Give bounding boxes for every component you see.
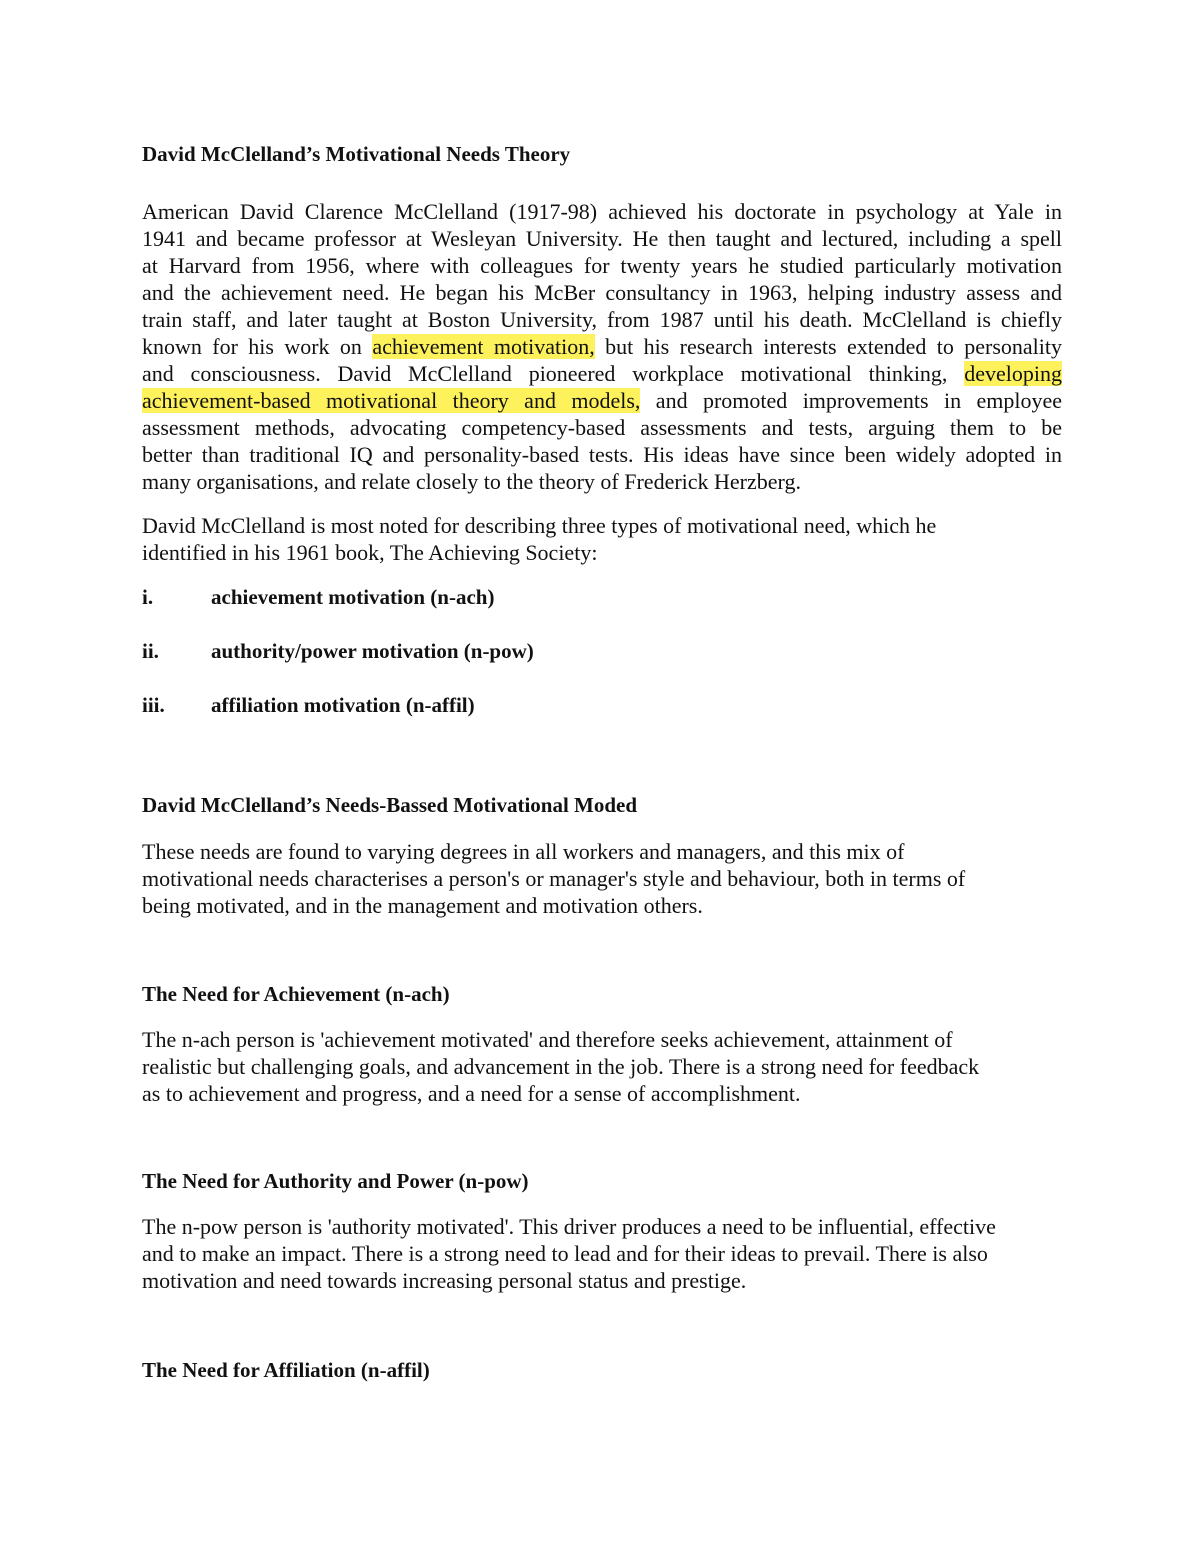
intro-text: and consciousness. David McClelland pioneered workplace motivational thinking, [142, 361, 965, 386]
model-paragraph [142, 838, 1062, 919]
model-line: motivational needs characterises a person's or manager's style and behaviour, both in terms of [142, 866, 966, 891]
list-text: authority/power motivation (n-pow) [211, 639, 534, 663]
list-text: achievement motivation (n-ach) [211, 585, 495, 609]
power-line: and to make an impact. There is a strong need to lead and for their ideas to prevail. There is also [142, 1241, 988, 1266]
list-number: ii. [142, 639, 159, 663]
intro-line [142, 333, 1062, 360]
achievement-paragraph [142, 1026, 1062, 1107]
achievement-line: as to achievement and progress, and a need for a sense of accomplishment. [142, 1081, 801, 1106]
list-text: affiliation motivation (n-affil) [211, 693, 475, 717]
intro-line: many organisations, and relate closely to the theory of Frederick Herzberg. [142, 469, 801, 494]
intro-text: but his research interests extended to personality [594, 334, 1062, 359]
model-line: being motivated, and in the management and motivation others. [142, 893, 703, 918]
intro-line: assessment methods, advocating competency-based assessments and tests, arguing them to be [142, 415, 1062, 440]
intro-line: train staff, and later taught at Boston University, from 1987 until his death. McClelland is chiefly [142, 307, 1062, 332]
intro-line: better than traditional IQ and personality-based tests. His ideas have since been widely adopted in [142, 442, 1062, 467]
power-line: The n-pow person is 'authority motivated'. This driver produces a need to be influential, effective [142, 1214, 996, 1239]
intro-line: and the achievement need. He began his McBer consultancy in 1963, helping industry assess and [142, 280, 1062, 305]
intro-line [142, 360, 1062, 387]
intro-line: at Harvard from 1956, where with colleagues for twenty years he studied particularly motivation [142, 253, 1062, 278]
types-intro-line: David McClelland is most noted for describing three types of motivational need, which he [142, 513, 937, 538]
document-title: David McClelland’s Motivational Needs Theory [142, 142, 571, 166]
achievement-heading: The Need for Achievement (n-ach) [142, 982, 450, 1006]
types-intro-line: identified in his 1961 book, The Achieving Society: [142, 540, 598, 565]
model-line: These needs are found to varying degrees in all workers and managers, and this mix of [142, 839, 905, 864]
intro-line: American David Clarence McClelland (1917-98) achieved his doctorate in psychology at Yale in [142, 199, 1062, 224]
highlight-theory-models: achievement-based motivational theory and models, [142, 388, 641, 413]
intro-text: known for his work on [142, 334, 373, 359]
list-number: i. [142, 585, 154, 609]
power-heading: The Need for Authority and Power (n-pow) [142, 1169, 529, 1193]
model-heading: David McClelland’s Needs-Bassed Motivational Moded [142, 793, 638, 817]
power-line: motivation and need towards increasing personal status and prestige. [142, 1268, 747, 1293]
highlight-developing: developing [964, 361, 1062, 386]
power-paragraph [142, 1213, 1062, 1294]
types-intro-paragraph [142, 512, 1062, 566]
intro-line: 1941 and became professor at Wesleyan University. He then taught and lectured, including a spell [142, 226, 1062, 251]
affiliation-heading: The Need for Affiliation (n-affil) [142, 1358, 430, 1382]
intro-paragraph [142, 198, 1062, 495]
highlight-achievement-motivation: achievement motivation, [372, 334, 595, 359]
achievement-line: realistic but challenging goals, and advancement in the job. There is a strong need for feedback [142, 1054, 980, 1079]
intro-text: and promoted improvements in employee [640, 388, 1062, 413]
intro-line [142, 387, 1062, 414]
list-number: iii. [142, 693, 165, 717]
achievement-line: The n-ach person is 'achievement motivated' and therefore seeks achievement, attainment of [142, 1027, 953, 1052]
